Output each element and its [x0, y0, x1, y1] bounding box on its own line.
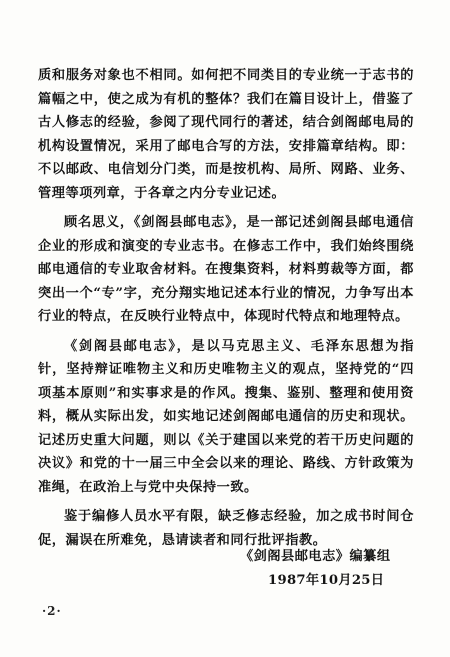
- date-line: 1987年10月25日: [268, 573, 385, 588]
- body-text: [38, 64, 414, 552]
- page-number: ·2·: [42, 604, 62, 618]
- paragraph-3: 《剑阁县邮电志》，是以马克思主义、毛泽东思想为指针，坚持辩证唯物主义和历史唯物主义的观点，坚持党的“四项基本原则”和实事求是的作风。搜集、鉴别、整理和使用资料，概从实际出发，如实地记述剑阁邮电通信的历史和现状。记述历史重大问题，则以《关于建国以来党的若干历史问题的决议》和党的十一届三中全会以来的理论、路线、方针政策为准绳，在政治上与党中央保持一致。: [38, 338, 414, 495]
- paragraph-2: 顾名思义，《剑阁县邮电志》，是一部记述剑阁县邮电通信企业的形成和演变的专业志书。在修志工作中，我们始终围绕邮电通信的专业取舍材料。在搜集资料，材料剪裁等方面，都突出一个“专”字，充分翔实地记述本行业的情况，力争写出本行业的特点，在反映行业特点中，体现时代特点和地理特点。: [38, 215, 414, 324]
- paragraph-4: 鉴于编修人员水平有限，缺乏修志经验，加之成书时间仓促，漏误在所难免，恳请读者和同行批评指教。: [38, 509, 414, 548]
- paragraph-1: 质和服务对象也不相同。如何把不同类目的专业统一于志书的篇幅之中，使之成为有机的整体？我们在篇目设计上，借鉴了古人修志的经验，参阅了现代同行的著述，结合剑阁邮电局的机构设置情况，采用了邮电合写的方法，安排篇章结构。即：不以邮政、电信划分门类，而是按机构、局所、网路、业务、管理等项列章，于各章之内分专业记述。: [38, 68, 414, 201]
- signature-line: 《剑阁县邮电志》编纂组: [240, 549, 391, 564]
